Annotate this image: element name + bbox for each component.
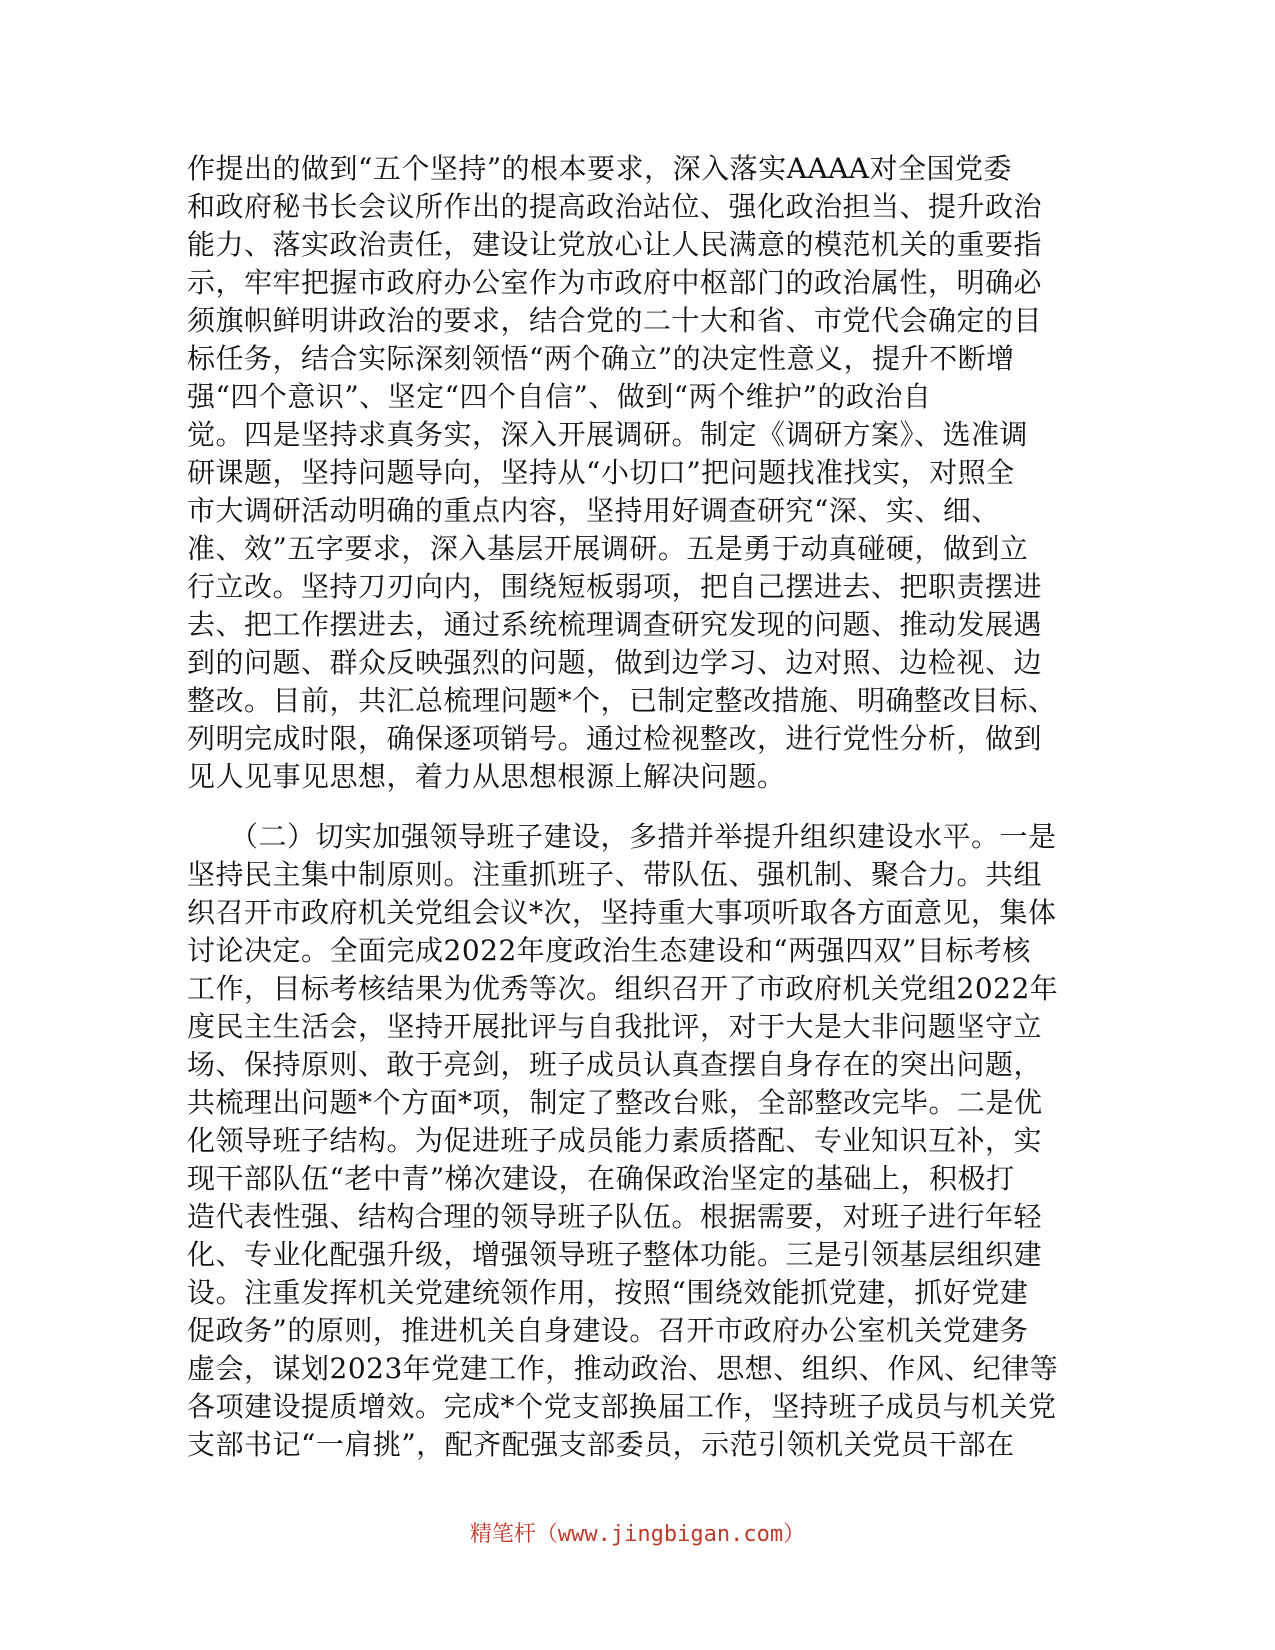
paragraph-line: 整改。目前，共汇总梳理问题*个，已制定整改措施、明确整改目标、 [187,684,1057,717]
paragraph-line: 强“四个意识”、坚定“四个自信”、做到“两个维护”的政治自 [187,380,932,413]
paragraph-line: 列明完成时限，确保逐项销号。通过检视整改，进行党性分析，做到 [187,722,1043,755]
paragraph-line: 场、保持原则、敢于亮剑，班子成员认真查摆自身存在的突出问题， [187,1048,1043,1081]
paragraph-line: 研课题，坚持问题导向，坚持从“小切口”把问题找准找实，对照全 [187,456,1015,489]
paragraph-line: 度民主生活会，坚持开展批评与自我批评，对于大是大非问题坚守立 [187,1010,1043,1043]
body-paragraph-1 [187,150,1087,796]
paragraph-line: 示，牢牢把握市政府办公室作为市政府中枢部门的政治属性，明确必 [187,266,1043,299]
paragraph-line: 须旗帜鲜明讲政治的要求，结合党的二十大和省、市党代会确定的目 [187,304,1043,337]
paragraph-line: 坚持民主集中制原则。注重抓班子、带队伍、强机制、聚合力。共组 [187,858,1043,891]
paragraph-line: 见人见事见思想，着力从思想根源上解决问题。 [187,760,786,793]
paragraph-line: 促政务”的原则，推进机关自身建设。召开市政府办公室机关党建务 [187,1314,1029,1347]
paragraph-line: 化领导班子结构。为促进班子成员能力素质搭配、专业知识互补，实 [187,1124,1043,1157]
paragraph-line: 到的问题、群众反映强烈的问题，做到边学习、边对照、边检视、边 [187,646,1043,679]
paragraph-line: 造代表性强、结构合理的领导班子队伍。根据需要，对班子进行年轻 [187,1200,1043,1233]
footer-watermark-link[interactable]: 精笔杆（www.jingbigan.com） [469,1522,806,1547]
paragraph-line: 准、效”五字要求，深入基层开展调研。五是勇于动真碰硬，做到立 [187,532,1029,565]
paragraph-line: 行立改。坚持刀刃向内，围绕短板弱项，把自己摆进去、把职责摆进 [187,570,1043,603]
paragraph-line: 工作，目标考核结果为优秀等次。组织召开了市政府机关党组2022年 [187,972,1059,1005]
paragraph-line: 标任务，结合实际深刻领悟“两个确立”的决定性意义，提升不断增 [187,342,1015,375]
paragraph-line: 市大调研活动明确的重点内容，坚持用好调查研究“深、实、细、 [187,494,1000,527]
body-paragraph-2 [187,818,1087,1464]
paragraph-line: 虚会，谋划2023年党建工作，推动政治、思想、组织、作风、纪律等 [187,1352,1059,1385]
paragraph-line: 去、把工作摆进去，通过系统梳理调查研究发现的问题、推动发展遇 [187,608,1043,641]
paragraph-line: 现干部队伍“老中青”梯次建设，在确保政治坚定的基础上，积极打 [187,1162,1015,1195]
paragraph-line: 能力、落实政治责任，建设让党放心让人民满意的模范机关的重要指 [187,228,1043,261]
paragraph-line: （二）切实加强领导班子建设，多措并举提升组织建设水平。一是 [187,820,1057,853]
paragraph-line: 讨论决定。全面完成2022年度政治生态建设和“两强四双”目标考核 [187,934,1031,967]
paragraph-line: 设。注重发挥机关党建统领作用，按照“围绕效能抓党建，抓好党建 [187,1276,1029,1309]
paragraph-line: 觉。四是坚持求真务实，深入开展调研。制定《调研方案》、选准调 [187,418,1029,451]
paragraph-line: 作提出的做到“五个坚持”的根本要求，深入落实AAAA对全国党委 [187,152,1013,185]
paragraph-line: 各项建设提质增效。完成*个党支部换届工作，坚持班子成员与机关党 [187,1390,1057,1423]
paragraph-line: 化、专业化配强升级，增强领导班子整体功能。三是引领基层组织建 [187,1238,1043,1271]
paragraph-line: 织召开市政府机关党组会议*次，坚持重大事项听取各方面意见，集体 [187,896,1057,929]
paragraph-line: 支部书记“一肩挑”，配齐配强支部委员，示范引领机关党员干部在 [187,1428,1015,1461]
paragraph-line: 共梳理出问题*个方面*项，制定了整改台账，全部整改完毕。二是优 [187,1086,1043,1119]
paragraph-line: 和政府秘书长会议所作出的提高政治站位、强化政治担当、提升政治 [187,190,1043,223]
